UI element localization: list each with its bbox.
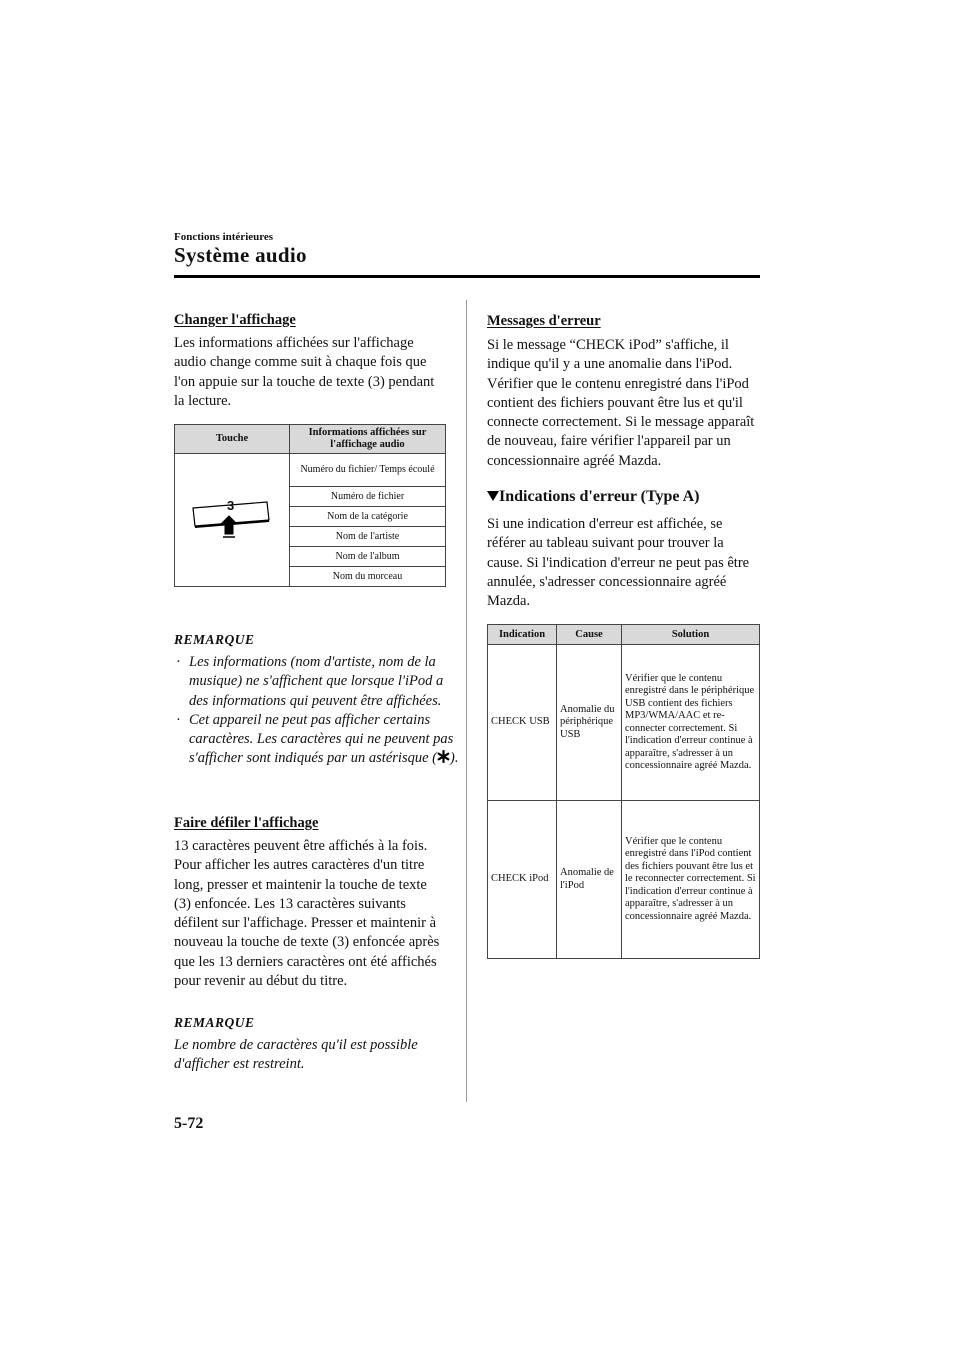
note-item-text: Les informations (nom d'artiste, nom de la musique) ne s'affichent que lorsque l'iPod a des informations qui peuvent être affichées. xyxy=(189,654,444,709)
asterisk-icon xyxy=(437,750,450,763)
heading-error-indications xyxy=(487,488,699,506)
note-item xyxy=(174,711,464,769)
bullet-icon: · xyxy=(176,654,181,670)
solution-cell: Vérifier que le contenu enregistré dans le périphérique USB contient des fichiers MP3/WMA/AAC et re-connecter correctement. Si l'indication d'erreur continue à apparaître, s'adresser à un concessionnaire agréé Mazda. xyxy=(622,645,760,801)
cause-cell: Anomalie de l'iPod xyxy=(557,801,622,959)
paragraph-error-messages: Si le message “CHECK iPod” s'affiche, il indique qu'il y a une anomalie dans l'iPod. Vérifier que le contenu enregistré dans l'iPod contient des fichiers pouvant être lus et qu'il connecte correctement. Si le message apparaît de nouveau, faire vérifier l'appareil par un concessionnaire agréé Mazda. xyxy=(487,337,755,469)
note-heading: REMARQUE xyxy=(174,632,255,647)
table1-row: Nom de l'artiste xyxy=(290,527,446,547)
triangle-down-icon xyxy=(487,490,499,502)
note-text-2: Le nombre de caractères qu'il est possible d'afficher est restreint. xyxy=(174,1037,418,1073)
table-row xyxy=(488,801,760,959)
solution-cell: Vérifier que le contenu enregistré dans l'iPod contient des fichiers pouvant être lus et le reconnecter correctement. Si l'indication d'erreur continue à apparaître, s'adresser à un concessionnaire agréé Mazda. xyxy=(622,801,760,959)
key-number: 3 xyxy=(227,498,235,513)
table-row xyxy=(488,645,760,801)
bullet-icon: · xyxy=(176,711,181,728)
text-key-illustration xyxy=(187,490,277,550)
indication-cell: CHECK USB xyxy=(488,645,557,801)
table1-row: Numéro de fichier xyxy=(290,487,446,507)
display-info-table xyxy=(174,424,446,587)
col-touche-header: Touche xyxy=(175,425,290,454)
col-cause-header: Cause xyxy=(557,625,622,645)
key-cell xyxy=(175,454,290,587)
error-table xyxy=(487,624,760,959)
heading-error-indications-text: Indications d'erreur (Type A) xyxy=(499,488,700,505)
page-number: 5-72 xyxy=(174,1115,204,1132)
col-info-header: Informations affichées sur l'affichage audio xyxy=(290,425,446,454)
section-label: Fonctions intérieures xyxy=(174,231,274,243)
cause-cell: Anomalie du périphérique USB xyxy=(557,645,622,801)
paragraph-change-display: Les informations affichées sur l'affichage audio change comme suit à chaque fois que l'on appuie sur la touche de texte (3) pendant la lecture. xyxy=(174,335,435,409)
col-solution-header: Solution xyxy=(622,625,760,645)
note-list xyxy=(174,653,464,769)
note-item-text: Cet appareil ne peut pas afficher certains caractères. Les caractères qui ne peuvent pas s'afficher sont indiqués par un astérisque ( xyxy=(189,711,454,767)
paragraph-scroll-display: 13 caractères peuvent être affichés à la fois. Pour afficher les autres caractères d'un titre long, presser et maintenir la touche de texte (3) enfoncée. Les 13 caractères suivants défilent sur l'affichage. Presser et maintenir à nouveau la touche de texte (3) enfoncée après que les 13 derniers caractères ont été affichés pour revenir au début du titre. xyxy=(174,838,440,990)
note-heading-2: REMARQUE xyxy=(174,1015,255,1030)
table1-row: Nom du morceau xyxy=(290,567,446,587)
paragraph-error-indications: Si une indication d'erreur est affichée, se référer au tableau suivant pour trouver la cause. Si l'indication d'erreur ne peut pas être annulée, s'adresser concessionnaire agréé Mazda. xyxy=(487,516,750,610)
table1-row: Numéro du fichier/ Temps écoulé xyxy=(290,454,446,487)
column-divider xyxy=(466,300,467,1102)
page-title: Système audio xyxy=(174,243,307,267)
title-rule xyxy=(174,275,760,278)
table1-row: Nom de la catégorie xyxy=(290,507,446,527)
heading-change-display: Changer l'affichage xyxy=(174,312,296,328)
col-indication-header: Indication xyxy=(488,625,557,645)
heading-error-messages: Messages d'erreur xyxy=(487,313,601,329)
note-item xyxy=(174,653,464,711)
indication-cell: CHECK iPod xyxy=(488,801,557,959)
table1-row: Nom de l'album xyxy=(290,547,446,567)
note-item-text-end: ). xyxy=(449,750,459,767)
heading-scroll-display: Faire défiler l'affichage xyxy=(174,815,319,831)
